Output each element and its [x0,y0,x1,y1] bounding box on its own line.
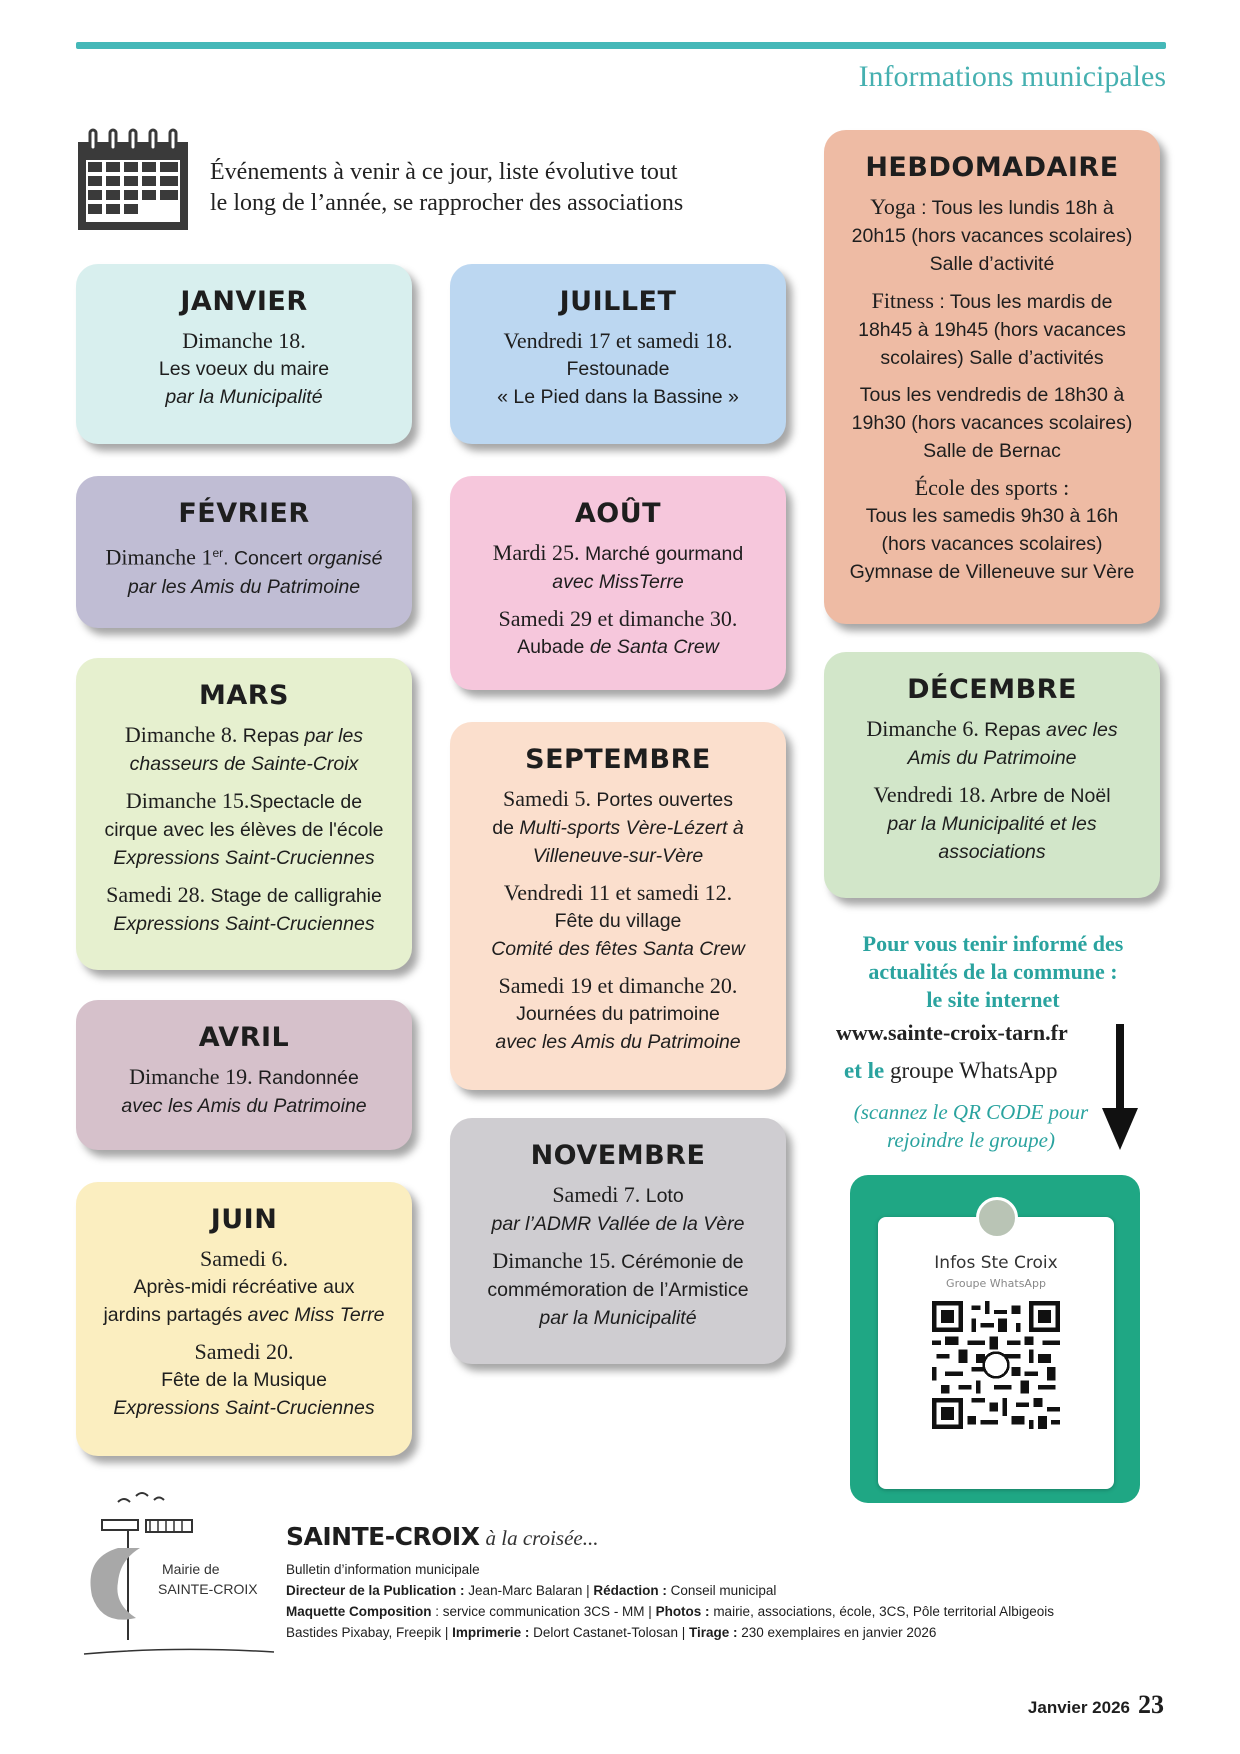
card-mars [76,658,412,970]
qr-code-icon[interactable] [932,1301,1060,1429]
qr-card[interactable] [878,1217,1114,1489]
event: Vendredi 11 et samedi 12. Fête du village Comité des fêtes Santa Crew [491,880,745,960]
card-juillet [450,264,786,444]
event: Dimanche 8. Repas par les chasseurs de Sainte-Croix [124,722,364,775]
event: Dimanche 1er. Concert organisé par les Amis du Patrimoine [105,544,383,598]
event: Vendredi 18. Arbre de Noël par la Municipalité et les associations [873,782,1111,863]
page-number: 23 [1138,1690,1164,1719]
info-text: Pour vous tenir informé des actualités de la commune : le site internet [862,931,1124,1012]
event: Samedi 19 et dimanche 20. Journées du patrimoine avec les Amis du Patrimoine [495,973,741,1053]
event: Samedi 29 et dimanche 30. Aubade de Santa Crew [498,606,738,658]
month-title: JUIN [210,1204,278,1235]
month-title: MARS [198,680,289,711]
card-janvier [76,264,412,444]
card-aout [450,476,786,690]
month-title: AOÛT [574,498,662,529]
event: Dimanche 15. Cérémonie de commémoration de l’Armistice par la Municipalité [487,1248,749,1329]
section-title: Informations municipales [858,60,1166,93]
masthead-title: SAINTE-CROIX [286,1522,480,1551]
page-footer [1028,1690,1164,1720]
event: Mardi 25. Marché gourmand avec MissTerre [492,540,744,593]
event: Vendredi 17 et samedi 18. Festounade « Le Pied dans la Bassine » [497,328,739,408]
event: Samedi 20. Fête de la Musique Expressions Saint-Cruciennes [113,1339,375,1419]
event: Dimanche 6. Repas avec les Amis du Patrimoine [866,716,1118,769]
month-title: JANVIER [180,286,308,317]
month-title: SEPTEMBRE [525,744,711,775]
intro-text: Événements à venir à ce jour, liste évolutive tout le long de l’année, se rapprocher des associations [210,159,684,216]
month-title: DÉCEMBRE [907,674,1077,705]
masthead-tagline: à la croisée... [485,1526,599,1550]
logo-text-2: SAINTE-CROIX [158,1581,258,1597]
event: Fitness : Tous les mardis de 18h45 à 19h45 (hors vacances scolaires) Salle d’activités [858,288,1126,369]
card-juin [76,1182,412,1456]
month-title: HEBDOMADAIRE [865,152,1119,183]
issue-date: Janvier 2026 [1027,1698,1130,1717]
scan-instruction: (scannez le QR CODE pour rejoindre le groupe) [853,1100,1089,1152]
group-subtitle: Groupe WhatsApp [946,1277,1046,1290]
header-rule [76,42,1166,49]
event: Tous les vendredis de 18h30 à 19h30 (hors vacances scolaires) Salle de Bernac [851,384,1133,462]
event: Samedi 5. Portes ouvertes de Multi-sports Vère-Lézert à Villeneuve-sur-Vère [492,786,744,867]
card-fevrier [76,476,412,628]
month-title: JUILLET [559,286,677,317]
website-link[interactable]: www.sainte-croix-tarn.fr [836,1020,1068,1045]
mairie-logo [76,1486,276,1662]
logo-text-1: Mairie de [162,1561,220,1577]
whatsapp-qr-panel [850,1175,1140,1503]
event: Dimanche 15.Spectacle de cirque avec les élèves de l'école Expressions Saint-Cruciennes [104,788,384,869]
card-decembre [824,652,1160,898]
event: École des sports : Tous les samedis 9h30 à 16h (hors vacances scolaires) Gymnase de Villeneuve sur Vère [849,475,1135,583]
month-title: NOVEMBRE [530,1140,706,1171]
month-title: FÉVRIER [178,498,310,529]
whatsapp-text: et le groupe WhatsApp [844,1058,1058,1083]
arrow-down-icon [1102,1024,1138,1150]
event: Samedi 7. Loto par l’ADMR Vallée de la Vère [491,1182,745,1235]
card-avril [76,1000,412,1150]
month-title: AVRIL [198,1022,290,1053]
card-novembre [450,1118,786,1364]
event: Dimanche 19. Randonnée avec les Amis du Patrimoine [121,1064,367,1117]
group-avatar [976,1197,1018,1239]
masthead: SAINTE-CROIX à la croisée... Bulletin d’information municipale Directeur de la Publication : Jean-Marc Balaran | Rédaction : Conseil municipal Maquette Composition : service communication 3CS - MM | Photos : mairie, associations, école, 3CS, Pôle territorial Albigeois Bastides Pixabay, Freepik | Imprimerie : Delort Castanet-Tolosan | Tirage : 230 exemplaires en janvier 2026 [286,1522,1054,1640]
card-septembre [450,722,786,1090]
event: Samedi 28. Stage de calligrahie Expressions Saint-Cruciennes [106,882,382,935]
group-name: Infos Ste Croix [934,1253,1058,1273]
calendar-icon [76,128,190,232]
event: Samedi 6. Après-midi récréative aux jardins partagés avec Miss Terre [103,1246,385,1326]
event: Dimanche 18. Les voeux du maire par la Municipalité [158,328,330,408]
event: Yoga : Tous les lundis 18h à 20h15 (hors vacances scolaires) Salle d’activité [851,194,1133,275]
card-hebdomadaire [824,130,1160,624]
